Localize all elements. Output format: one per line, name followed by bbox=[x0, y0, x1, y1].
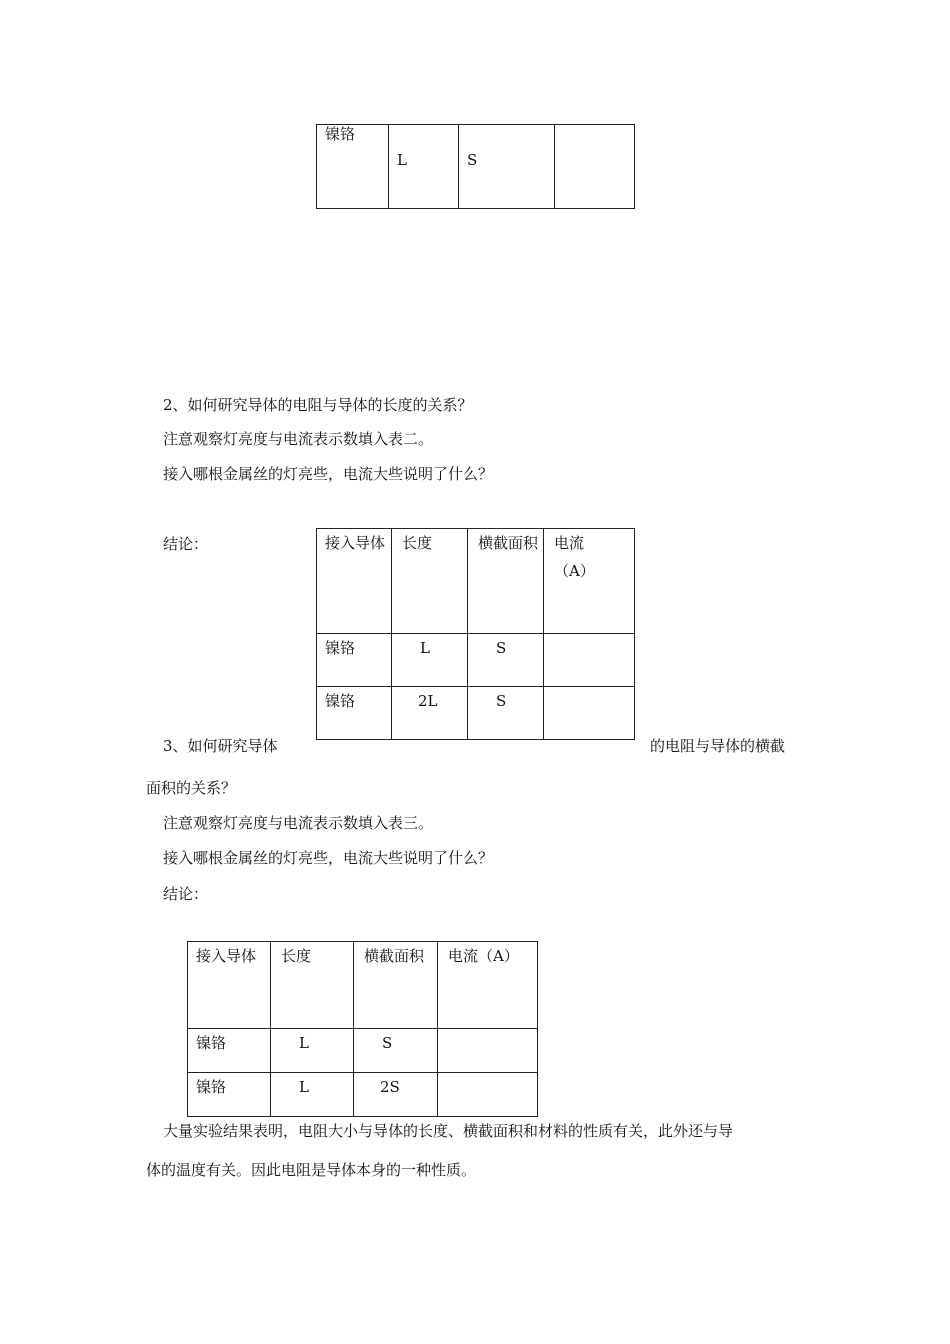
table-cell bbox=[438, 1073, 538, 1117]
header-cell: 接入导体 bbox=[317, 529, 392, 634]
section-3-heading-left: 3、如何研究导体 bbox=[163, 737, 278, 755]
table-cell: 镍铬 bbox=[317, 687, 392, 740]
section-3-heading-cont: 面积的关系？ bbox=[146, 779, 237, 797]
table-header-row bbox=[317, 529, 635, 634]
table-cell: L bbox=[271, 1029, 354, 1073]
table-cell bbox=[544, 634, 635, 687]
table-row bbox=[188, 1073, 538, 1117]
table-cell bbox=[555, 125, 635, 209]
section-3-line-1: 注意观察灯亮度与电流表示数填入表三。 bbox=[163, 814, 434, 832]
header-cell: 电流（A） bbox=[544, 529, 635, 634]
table-cell: S bbox=[468, 634, 544, 687]
table-cell: 2L bbox=[392, 687, 468, 740]
table-row bbox=[317, 125, 635, 209]
section-3-conclusion: 结论： bbox=[163, 885, 209, 903]
header-cell: 横截面积 bbox=[468, 529, 544, 634]
section-2-heading: 2、如何研究导体的电阻与导体的长度的关系？ bbox=[163, 396, 473, 414]
table-row bbox=[188, 1029, 538, 1073]
section-2-conclusion: 结论： bbox=[163, 535, 209, 553]
table-cell: 镍铬 bbox=[317, 125, 389, 209]
table-row bbox=[317, 634, 635, 687]
table-cell: L bbox=[389, 125, 459, 209]
table-3 bbox=[187, 941, 538, 1117]
table-cell bbox=[544, 687, 635, 740]
summary-line-2: 体的温度有关。因此电阻是导体本身的一种性质。 bbox=[146, 1161, 477, 1179]
summary-line-1: 大量实验结果表明，电阻大小与导体的长度、横截面积和材料的性质有关，此外还与导 bbox=[163, 1122, 734, 1140]
table-cell: S bbox=[468, 687, 544, 740]
header-cell: 电流（A） bbox=[438, 942, 538, 1029]
header-cell: 长度 bbox=[392, 529, 468, 634]
table-cell: L bbox=[271, 1073, 354, 1117]
table-2 bbox=[316, 528, 635, 740]
table-cell: 镍铬 bbox=[188, 1029, 271, 1073]
header-cell: 接入导体 bbox=[188, 942, 271, 1029]
table-cell bbox=[438, 1029, 538, 1073]
table-cell: 2S bbox=[354, 1073, 438, 1117]
section-2-line-1: 注意观察灯亮度与电流表示数填入表二。 bbox=[163, 430, 434, 448]
table-cell: S bbox=[354, 1029, 438, 1073]
header-cell: 横截面积 bbox=[354, 942, 438, 1029]
header-cell: 长度 bbox=[271, 942, 354, 1029]
section-3-heading-right: 的电阻与导体的横截 bbox=[650, 737, 786, 755]
table-cell: 镍铬 bbox=[188, 1073, 271, 1117]
table-cell: L bbox=[392, 634, 468, 687]
table-cell: S bbox=[459, 125, 555, 209]
section-2-line-2: 接入哪根金属丝的灯亮些，电流大些说明了什么？ bbox=[163, 465, 494, 483]
table-row bbox=[317, 687, 635, 740]
table-cell: 镍铬 bbox=[317, 634, 392, 687]
table-header-row bbox=[188, 942, 538, 1029]
section-3-line-2: 接入哪根金属丝的灯亮些，电流大些说明了什么？ bbox=[163, 849, 494, 867]
table-1 bbox=[316, 124, 635, 209]
